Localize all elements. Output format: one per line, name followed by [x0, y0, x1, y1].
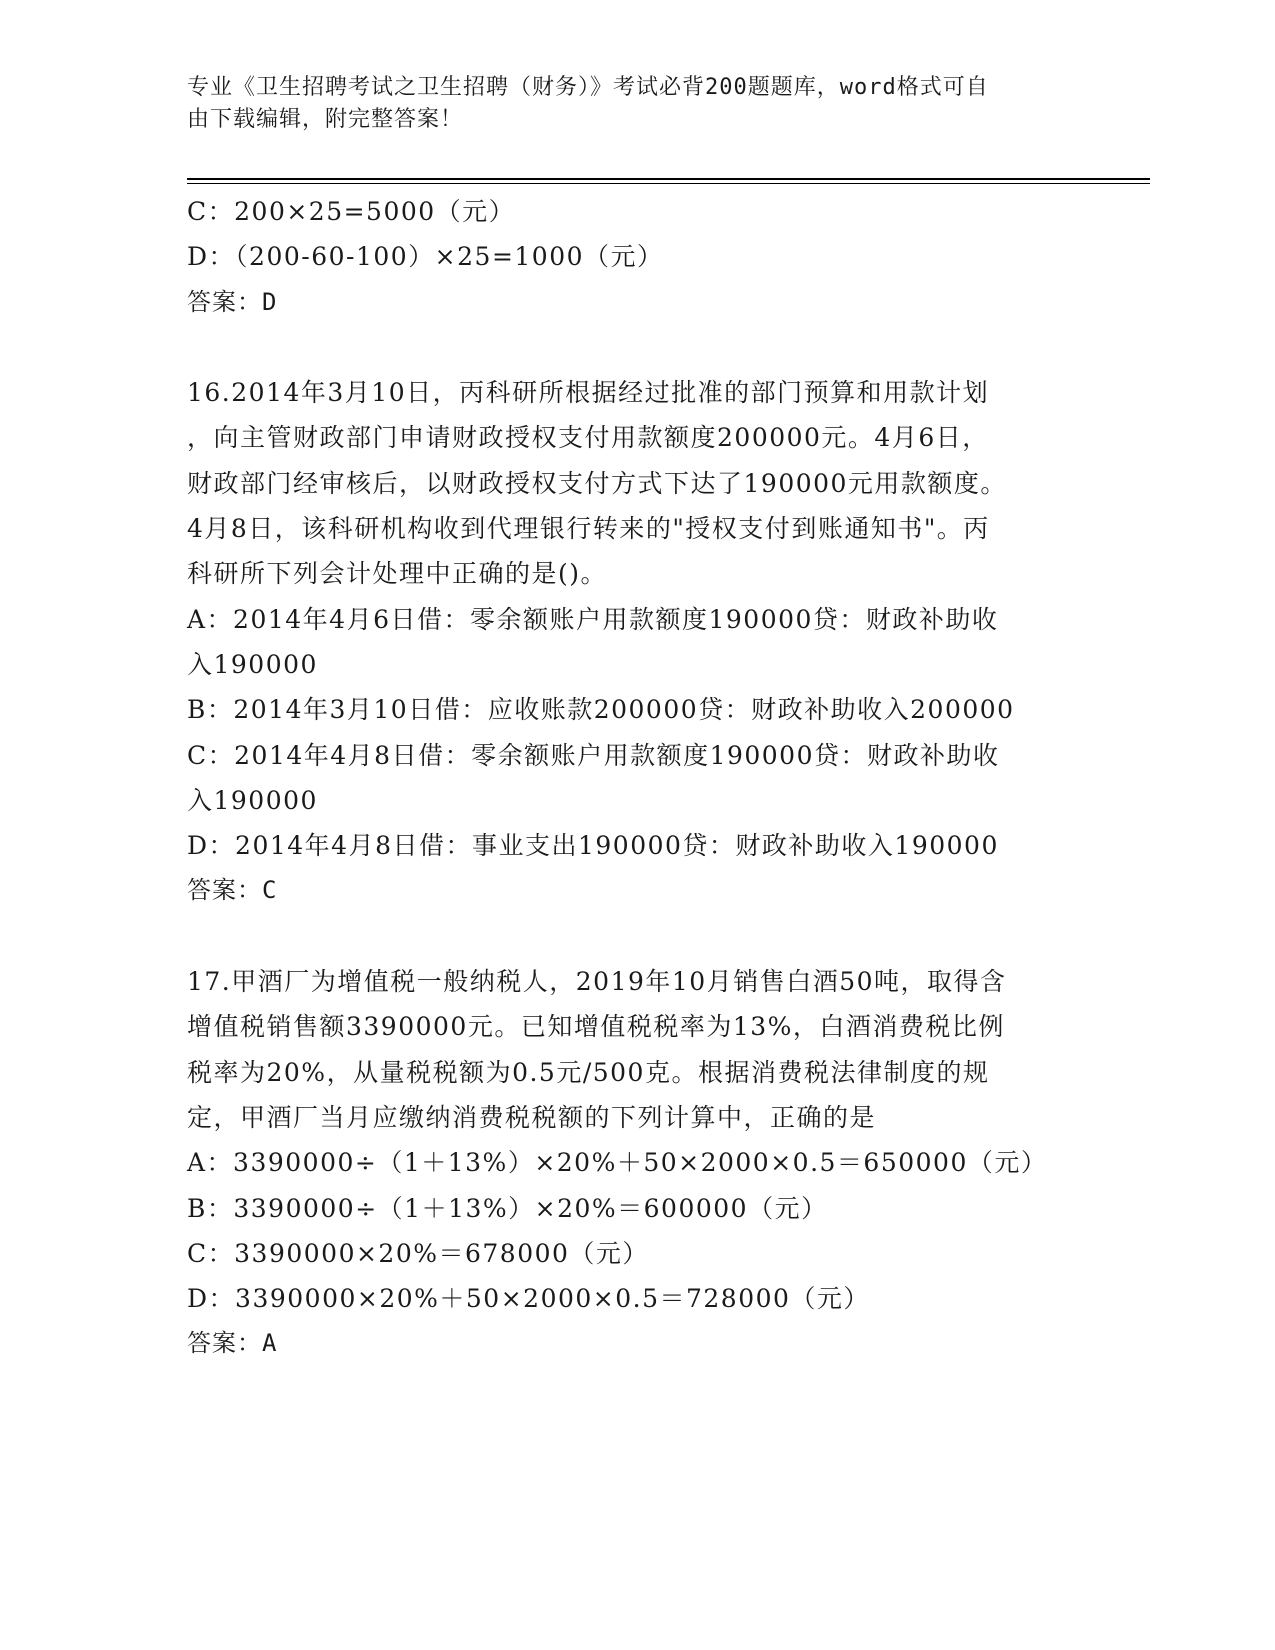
q16-stem-line: 财政部门经审核后，以财政授权支付方式下达了190000元用款额度。 — [187, 468, 1007, 498]
q15-option-d: D：（200-60-100）×25=1000（元） — [187, 242, 664, 272]
q17-option-b: B：3390000÷（1＋13%）×20%＝600000（元） — [187, 1193, 828, 1223]
question-16 — [187, 370, 1087, 914]
q17-stem-line: 17.甲酒厂为增值税一般纳税人，2019年10月销售白酒50吨，取得含 — [187, 967, 1007, 997]
q17-stem-line: 税率为20%，从量税税额为0.5元/500克。根据消费税法律制度的规 — [187, 1057, 990, 1087]
q16-option-d: D：2014年4月8日借：事业支出190000贷：财政补助收入190000 — [187, 831, 999, 861]
q16-answer: 答案：C — [187, 876, 278, 905]
q16-option-b: B：2014年3月10日借：应收账款200000贷：财政补助收入200000 — [187, 695, 1015, 725]
question-15-tail — [187, 189, 1087, 325]
q16-stem-line: 科研所下列会计处理中正确的是()。 — [187, 559, 608, 589]
q17-option-a: A：3390000÷（1＋13%）×20%＋50×2000×0.5＝650000（元） — [187, 1148, 1048, 1178]
q15-answer: 答案：D — [187, 287, 278, 316]
q17-option-d: D：3390000×20%＋50×2000×0.5＝728000（元） — [187, 1284, 870, 1314]
q16-option-a-cont: 入190000 — [187, 649, 318, 679]
spacer — [187, 325, 1087, 370]
q17-stem-line: 增值税销售额3390000元。已知增值税税率为13%，白酒消费税比例 — [187, 1012, 1005, 1042]
q17-option-c: C：3390000×20%＝678000（元） — [187, 1238, 649, 1268]
q17-stem-line: 定，甲酒厂当月应缴纳消费税税额的下列计算中，正确的是 — [187, 1102, 877, 1132]
header-title-line-1: 专业《卫生招聘考试之卫生招聘（财务）》考试必背200题题库，word格式可自 — [187, 75, 989, 100]
document-header — [187, 72, 1087, 136]
q15-option-c: C：200×25=5000（元） — [187, 197, 516, 226]
q16-option-a: A：2014年4月6日借：零余额账户用款额度190000贷：财政补助收 — [187, 604, 999, 634]
q16-option-c: C：2014年4月8日借：零余额账户用款额度190000贷：财政补助收 — [187, 740, 1000, 770]
q17-answer: 答案：A — [187, 1329, 278, 1358]
spacer — [187, 914, 1087, 959]
header-divider-thick — [187, 178, 1150, 180]
q16-option-c-cont: 入190000 — [187, 785, 318, 815]
q16-stem-line: ，向主管财政部门申请财政授权支付用款额度200000元。4月6日， — [187, 423, 989, 453]
q16-stem-line: 16.2014年3月10日，丙科研所根据经过批准的部门预算和用款计划 — [187, 378, 990, 408]
document-body — [187, 189, 1087, 1367]
header-title-line-2: 由下载编辑，附完整答案！ — [187, 107, 464, 132]
question-17 — [187, 959, 1087, 1367]
q16-stem-line: 4月8日，该科研机构收到代理银行转来的"授权支付到账通知书"。丙 — [187, 514, 990, 544]
header-divider-thin — [187, 183, 1150, 184]
